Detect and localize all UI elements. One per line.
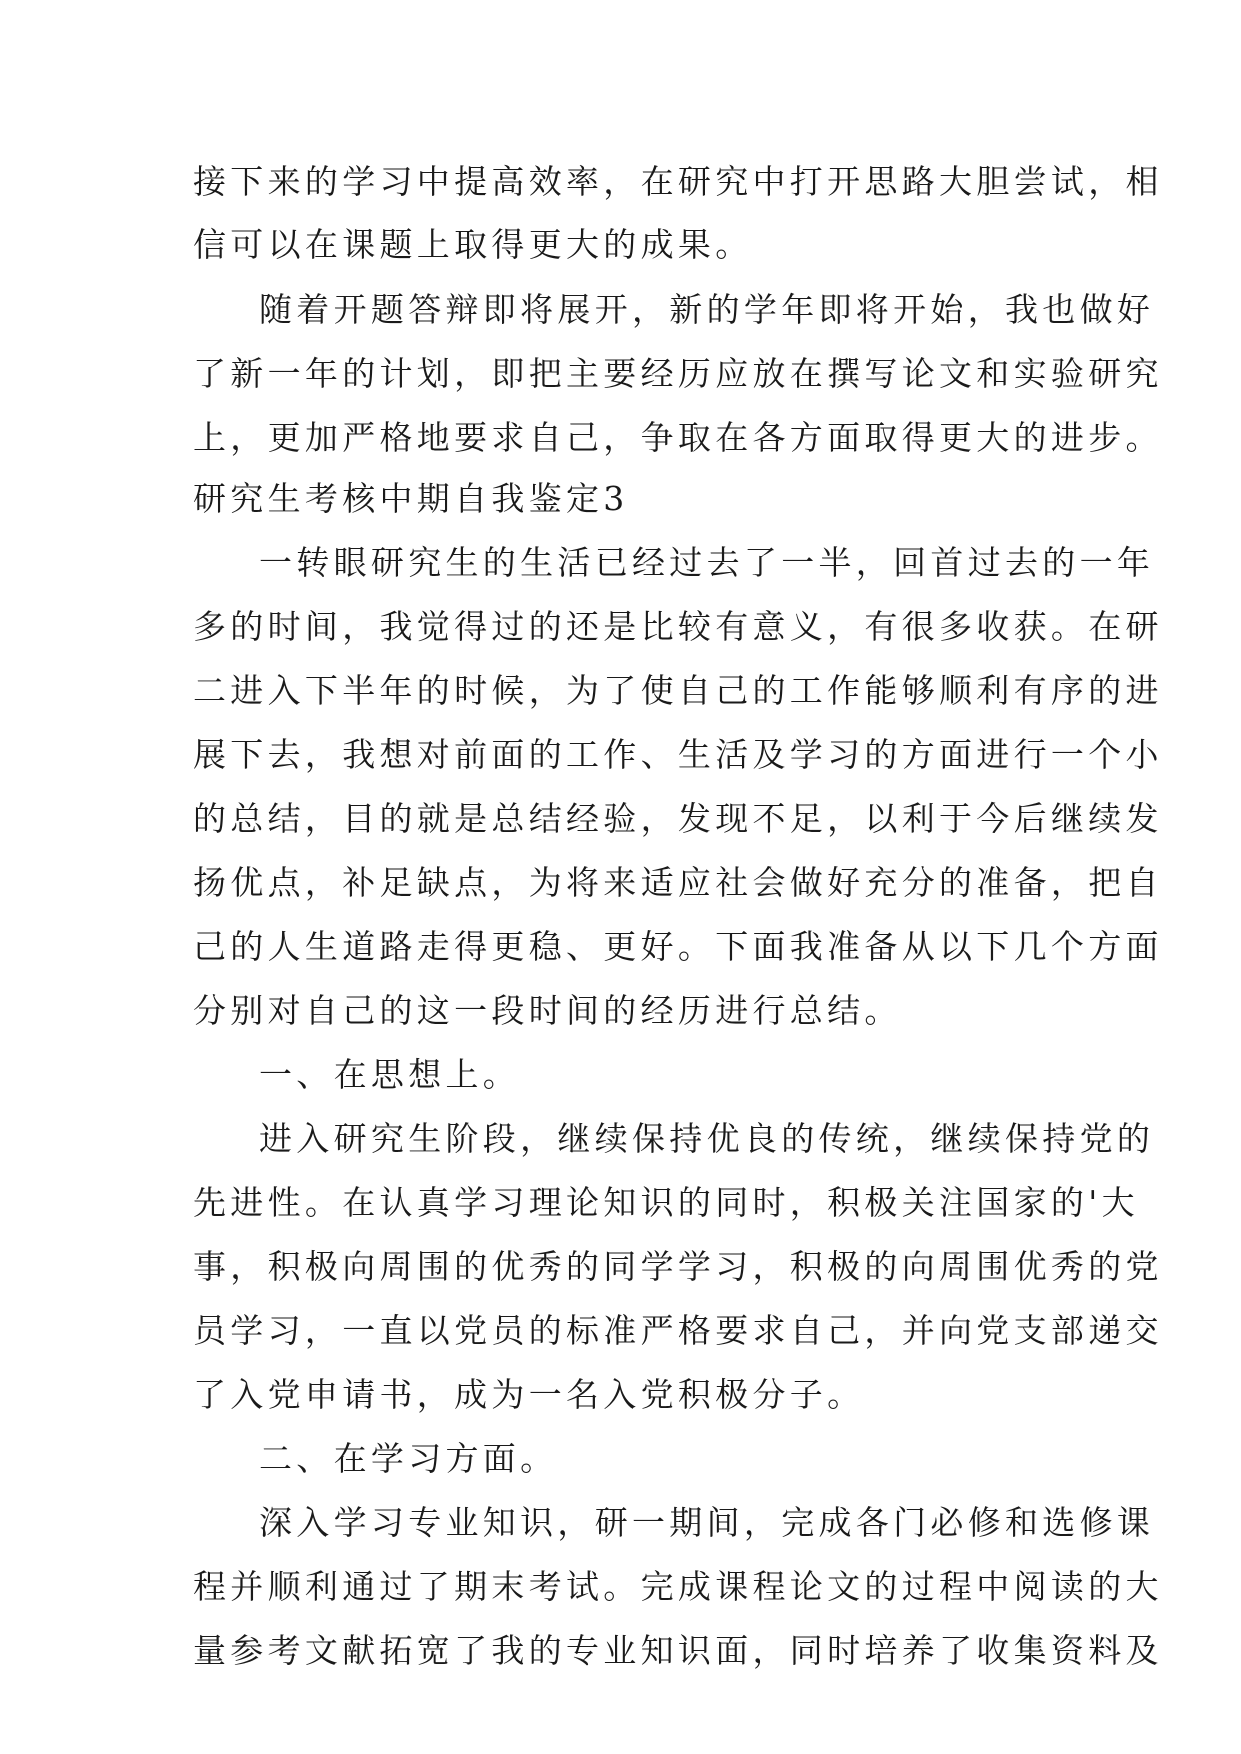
text-line: 量参考文献拓宽了我的专业知识面，同时培养了收集资料及 [193, 1631, 1163, 1670]
text-line: 信可以在课题上取得更大的成果。 [193, 225, 753, 264]
text-line: 展下去，我想对前面的工作、生活及学习的方面进行一个小 [193, 735, 1163, 774]
text-line: 先进性。在认真学习理论知识的同时，积极关注国家的'大 [193, 1183, 1139, 1222]
text-line: 接下来的学习中提高效率，在研究中打开思路大胆尝试，相 [193, 162, 1163, 201]
text-line: 的总结，目的就是总结经验，发现不足，以利于今后继续发 [193, 799, 1163, 838]
text-line: 多的时间，我觉得过的还是比较有意义，有很多收获。在研 [193, 607, 1163, 646]
subsection-heading: 一、在思想上。 [259, 1055, 521, 1094]
text-line: 己的人生道路走得更稳、更好。下面我准备从以下几个方面 [193, 927, 1163, 966]
text-line: 程并顺利通过了期末考试。完成课程论文的过程中阅读的大 [193, 1567, 1163, 1606]
text-line: 了新一年的计划，即把主要经历应放在撰写论文和实验研究 [193, 354, 1163, 393]
subsection-heading: 二、在学习方面。 [259, 1439, 558, 1478]
paragraph-first-line: 进入研究生阶段，继续保持优良的传统，继续保持党的 [259, 1119, 1155, 1158]
section-heading: 研究生考核中期自我鉴定3 [193, 479, 629, 518]
text-line: 二进入下半年的时候，为了使自己的工作能够顺利有序的进 [193, 671, 1163, 710]
paragraph-first-line: 深入学习专业知识，研一期间，完成各门必修和选修课 [259, 1503, 1155, 1542]
text-line: 上，更加严格地要求自己，争取在各方面取得更大的进步。 [193, 418, 1163, 457]
text-line: 事，积极向周围的优秀的同学学习，积极的向周围优秀的党 [193, 1247, 1163, 1286]
paragraph-first-line: 一转眼研究生的生活已经过去了一半，回首过去的一年 [259, 543, 1155, 582]
text-line: 了入党申请书，成为一名入党积极分子。 [193, 1375, 865, 1414]
paragraph-first-line: 随着开题答辩即将展开，新的学年即将开始，我也做好 [259, 290, 1155, 329]
text-line: 员学习，一直以党员的标准严格要求自己，并向党支部递交 [193, 1311, 1163, 1350]
text-line: 分别对自己的这一段时间的经历进行总结。 [193, 991, 902, 1030]
text-line: 扬优点，补足缺点，为将来适应社会做好充分的准备，把自 [193, 863, 1163, 902]
